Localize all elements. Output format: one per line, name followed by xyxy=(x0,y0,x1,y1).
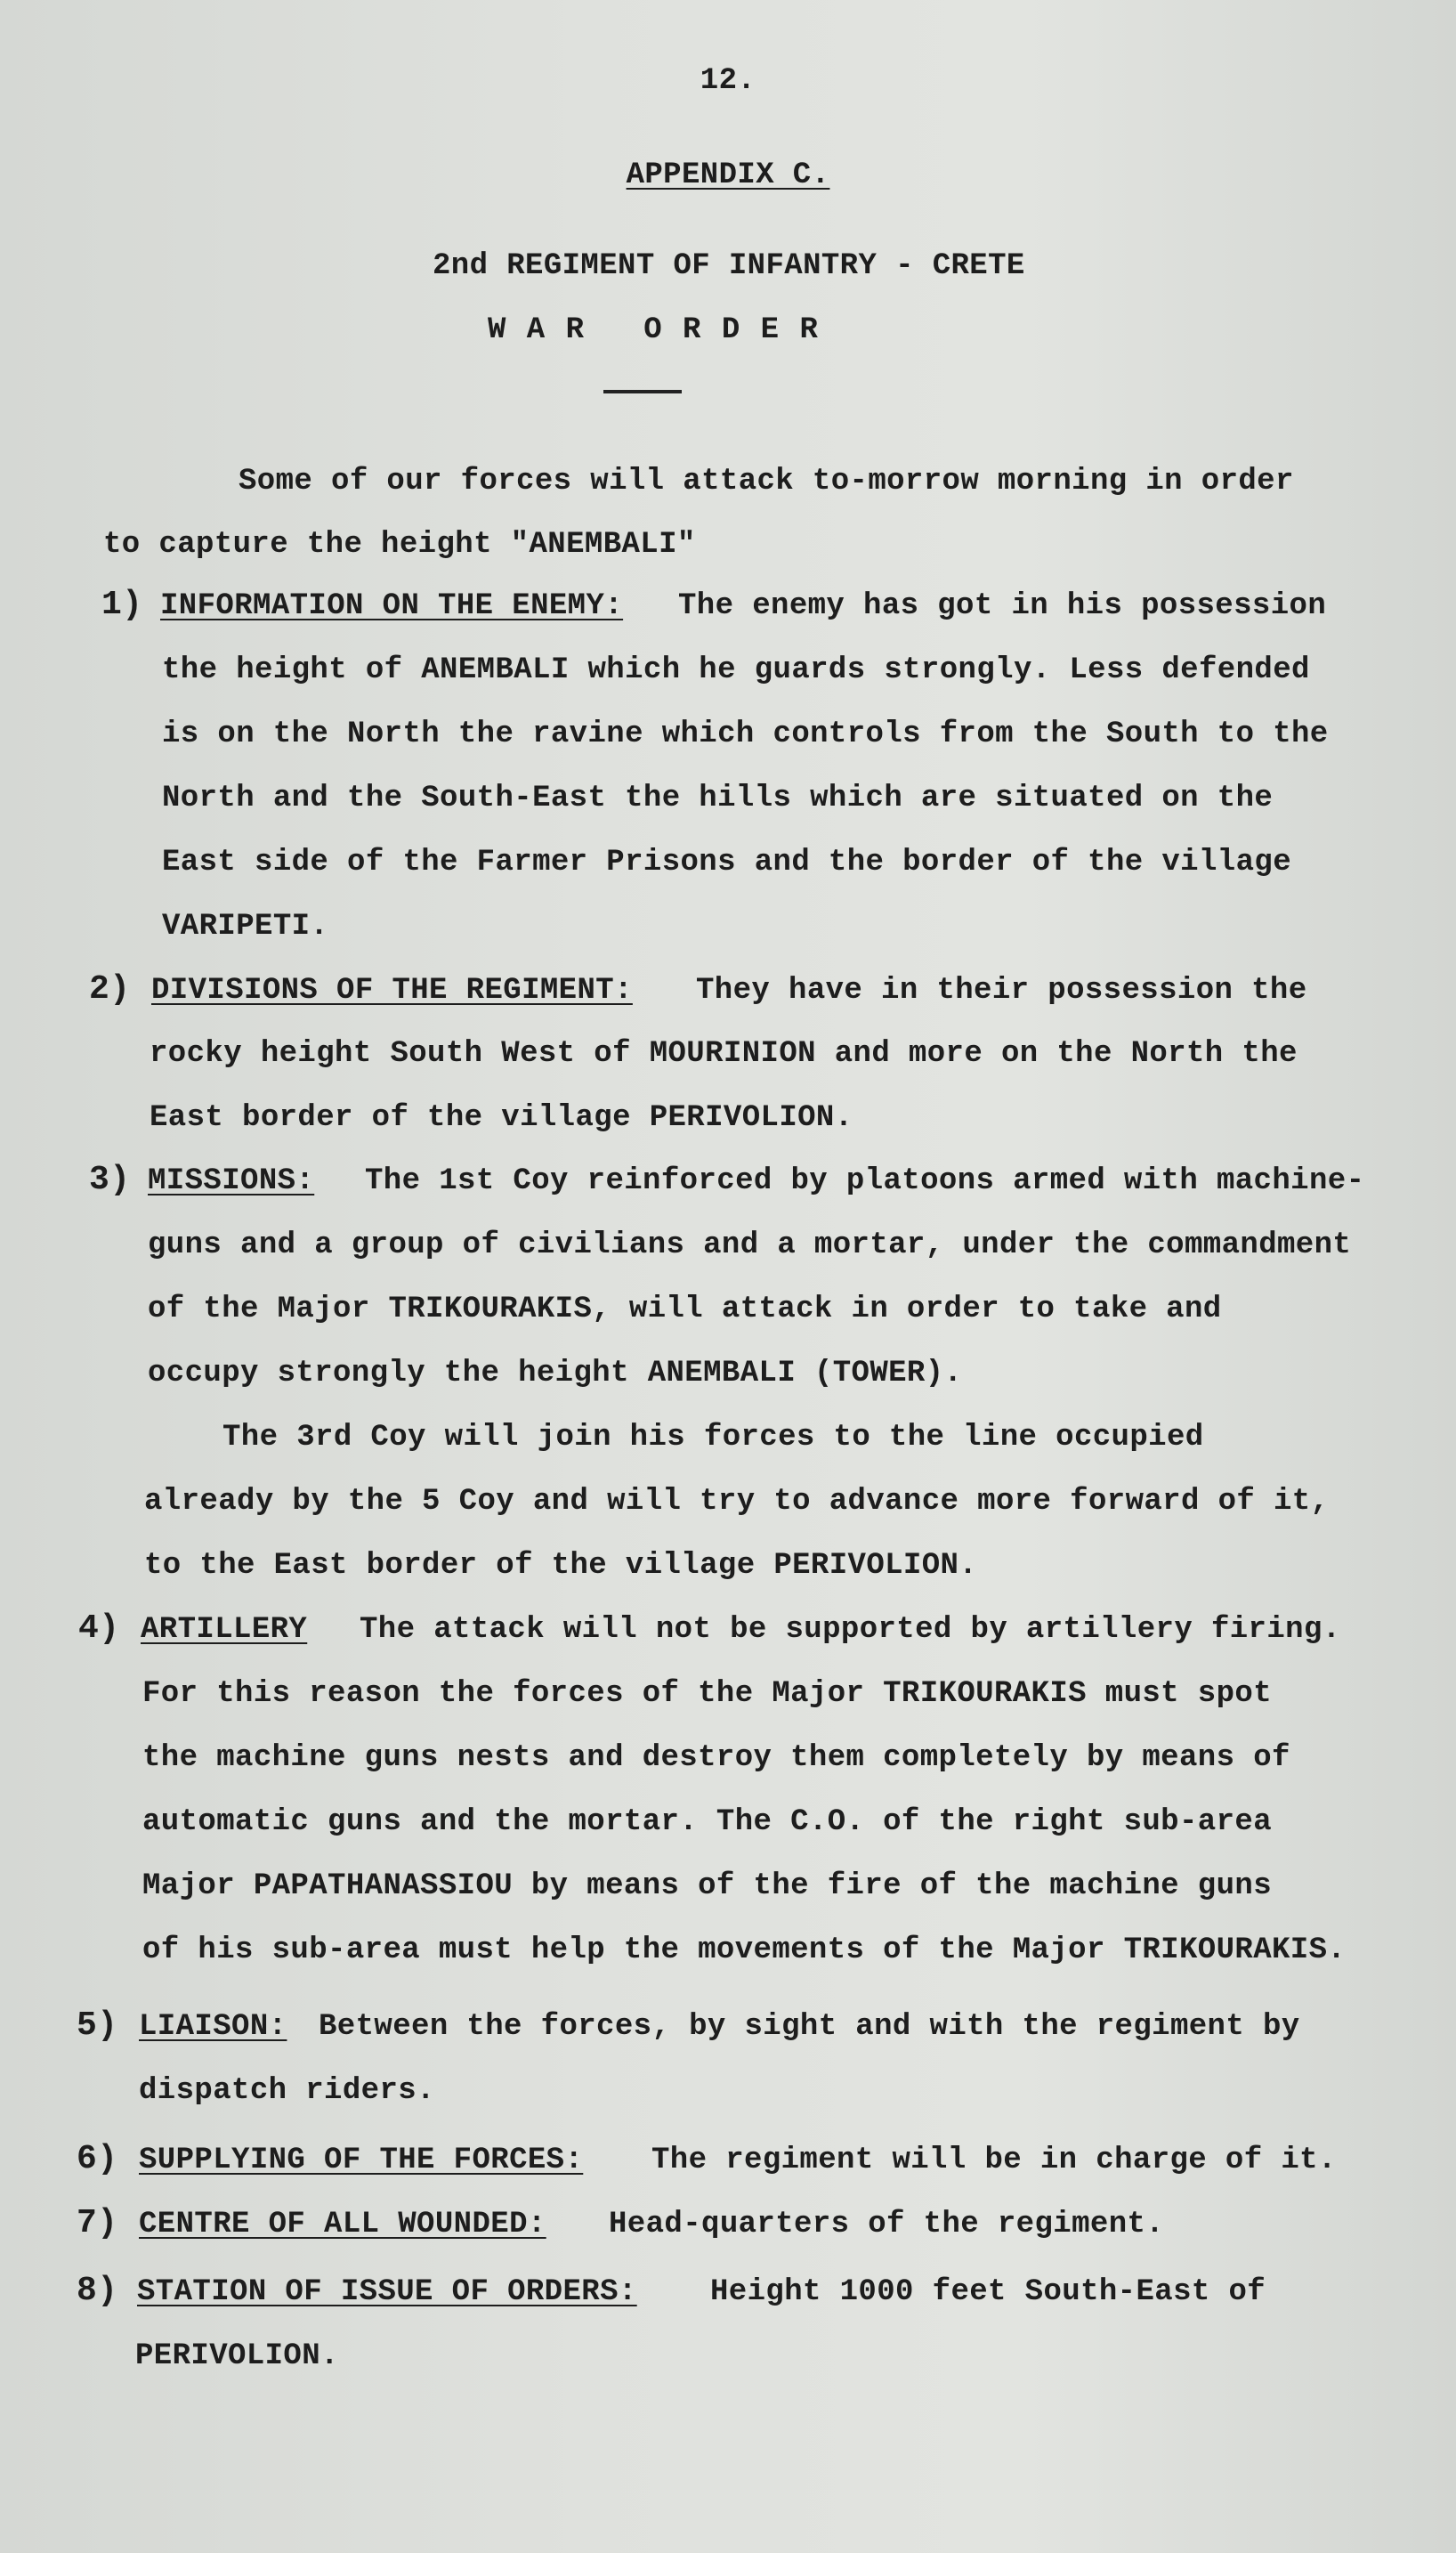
section-line: the machine guns nests and destroy them completely by means of xyxy=(142,1741,1290,1775)
section-heading: INFORMATION ON THE ENEMY: xyxy=(160,589,624,623)
section-heading: CENTRE OF ALL WOUNDED: xyxy=(139,2208,546,2241)
section-line: East border of the village PERIVOLION. xyxy=(150,1101,853,1135)
appendix-heading-text: APPENDIX C. xyxy=(626,158,830,192)
order-title: W A R O R D E R xyxy=(488,313,820,347)
section-line: VARIPETI. xyxy=(162,910,329,944)
section-line: Height 1000 feet South-East of xyxy=(710,2275,1266,2309)
section-line: North and the South-East the hills which are situated on the xyxy=(162,782,1274,815)
section-heading: STATION OF ISSUE OF ORDERS: xyxy=(137,2275,637,2309)
section-heading: SUPPLYING OF THE FORCES: xyxy=(139,2144,584,2177)
section-line: The regiment will be in charge of it. xyxy=(651,2144,1337,2177)
section-line: East side of the Farmer Prisons and the border of the village xyxy=(162,846,1292,879)
section-number: 3) xyxy=(89,1161,131,1199)
section-line: occupy strongly the height ANEMBALI (TOWER). xyxy=(148,1357,963,1390)
section-line: automatic guns and the mortar. The C.O. of the right sub-area xyxy=(142,1805,1273,1839)
page-number: 12. xyxy=(700,64,756,98)
section-heading: ARTILLERY xyxy=(141,1613,308,1647)
section-line: to the East border of the village PERIVOLION. xyxy=(144,1549,978,1583)
section-heading: LIAISON: xyxy=(139,2010,287,2044)
section-line: The 1st Coy reinforced by platoons armed with machine- xyxy=(365,1164,1365,1198)
section-heading: DIVISIONS OF THE REGIMENT: xyxy=(151,974,633,1008)
intro-line: Some of our forces will attack to-morrow morning in order xyxy=(239,465,1294,498)
title-rule xyxy=(603,390,682,393)
appendix-heading xyxy=(0,158,1456,192)
section-line: PERIVOLION. xyxy=(135,2339,339,2373)
section-line: The attack will not be supported by artillery firing. xyxy=(360,1613,1341,1647)
intro-line: to capture the height "ANEMBALI" xyxy=(103,528,696,562)
section-line: of the Major TRIKOURAKIS, will attack in order to take and xyxy=(148,1293,1222,1326)
section-line: already by the 5 Coy and will try to advance more forward of it, xyxy=(144,1485,1330,1519)
section-number: 5) xyxy=(77,2006,118,2045)
section-line: Head-quarters of the regiment. xyxy=(609,2208,1165,2241)
section-line: The 3rd Coy will join his forces to the line occupied xyxy=(222,1421,1204,1455)
section-heading: MISSIONS: xyxy=(148,1164,315,1198)
section-line: the height of ANEMBALI which he guards strongly. Less defended xyxy=(162,653,1310,687)
section-number: 7) xyxy=(77,2204,118,2242)
section-line: Between the forces, by sight and with the regiment by xyxy=(319,2010,1300,2044)
section-line: rocky height South West of MOURINION and more on the North the xyxy=(150,1037,1298,1071)
section-number: 1) xyxy=(101,586,143,624)
section-line: For this reason the forces of the Major TRIKOURAKIS must spot xyxy=(142,1677,1273,1711)
section-line: They have in their possession the xyxy=(696,974,1307,1008)
section-line: The enemy has got in his possession xyxy=(678,589,1327,623)
section-line: Major PAPATHANASSIOU by means of the fire of the machine guns xyxy=(142,1869,1273,1903)
section-number: 6) xyxy=(77,2140,118,2178)
section-line: dispatch riders. xyxy=(139,2074,435,2108)
section-line: is on the North the ravine which controls from the South to the xyxy=(162,717,1329,751)
section-number: 2) xyxy=(89,970,131,1009)
regiment-heading: 2nd REGIMENT OF INFANTRY - CRETE xyxy=(433,249,1025,283)
section-number: 4) xyxy=(78,1609,120,1648)
section-number: 8) xyxy=(77,2272,118,2310)
section-line: of his sub-area must help the movements of the Major TRIKOURAKIS. xyxy=(142,1933,1347,1967)
section-line: guns and a group of civilians and a mortar, under the commandment xyxy=(148,1228,1352,1262)
